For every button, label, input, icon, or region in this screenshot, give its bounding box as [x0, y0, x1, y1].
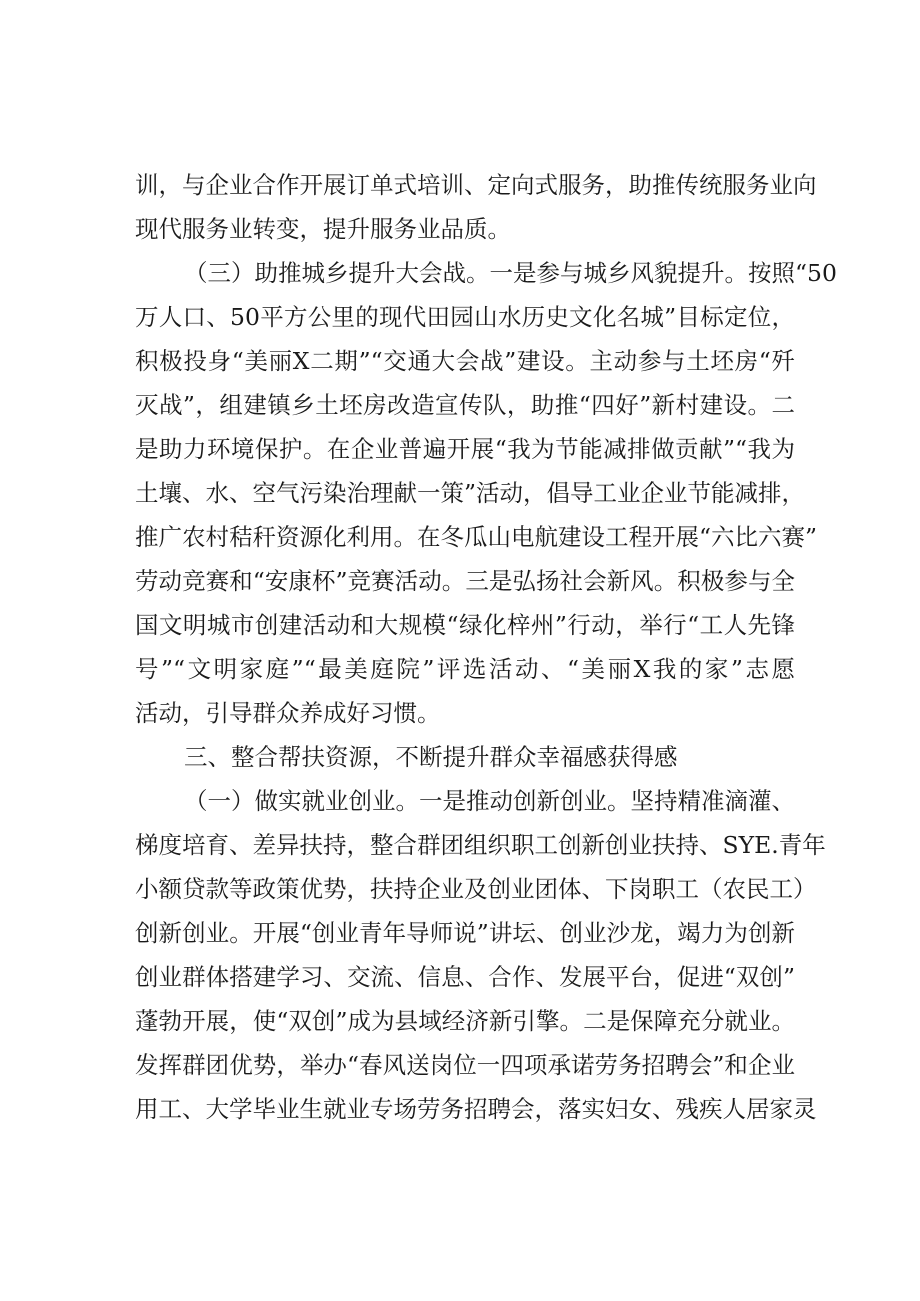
text-line: 发挥群团优势，举办“春风送岗位一四项承诺劳务招聘会”和企业 — [135, 1051, 795, 1079]
text-line: （一）做实就业创业。一是推动创新创业。坚持精准滴灌、 — [184, 787, 795, 815]
text-line: 活动，引导群众养成好习惯。 — [135, 699, 441, 727]
text-line: 推广农村秸秆资源化利用。在冬瓜山电航建设工程开展“六比六赛” — [135, 523, 818, 551]
text-line: 用工、大学毕业生就业专场劳务招聘会，落实妇女、残疾人居家灵 — [135, 1095, 817, 1123]
text-line: 现代服务业转变，提升服务业品质。 — [135, 215, 511, 243]
text-line: （三）助推城乡提升大会战。一是参与城乡风貌提升。按照“50 — [184, 259, 837, 287]
text-line: 土壤、水、空气污染治理献一策”活动，倡导工业企业节能减排， — [135, 479, 806, 507]
text-line: 小额贷款等政策优势，扶持企业及创业团体、下岗职工（农民工） — [135, 875, 817, 903]
text-line: 号”“文明家庭”“最美庭院”评选活动、“美丽X我的家”志愿 — [135, 655, 795, 683]
text-line: 蓬勃开展，使“双创”成为县域经济新引擎。二是保障充分就业。 — [135, 1007, 795, 1035]
text-line: 创业群体搭建学习、交流、信息、合作、发展平台，促进“双创” — [135, 963, 795, 991]
text-line: 万人口、50平方公里的现代田园山水历史文化名城”目标定位， — [135, 303, 795, 331]
text-line: 积极投身“美丽X二期”“交通大会战”建设。主动参与土坯房“歼 — [135, 347, 795, 375]
text-line: 创新创业。开展“创业青年导师说”讲坛、创业沙龙，竭力为创新 — [135, 919, 795, 947]
section-heading: 三、整合帮扶资源，不断提升群众幸福感获得感 — [184, 743, 678, 771]
text-line: 训，与企业合作开展订单式培训、定向式服务，助推传统服务业向 — [135, 171, 817, 199]
text-line: 是助力环境保护。在企业普遍开展“我为节能减排做贡献”“我为 — [135, 435, 795, 463]
text-line: 国文明城市创建活动和大规模“绿化梓州”行动，举行“工人先锋 — [135, 611, 795, 639]
text-line: 梯度培育、差异扶持，整合群团组织职工创新创业扶持、SYE.青年 — [135, 831, 826, 859]
text-line: 劳动竞赛和“安康杯”竞赛活动。三是弘扬社会新风。积极参与全 — [135, 567, 795, 595]
text-line: 灭战”，组建镇乡土坯房改造宣传队，助推“四好”新村建设。二 — [135, 391, 795, 419]
